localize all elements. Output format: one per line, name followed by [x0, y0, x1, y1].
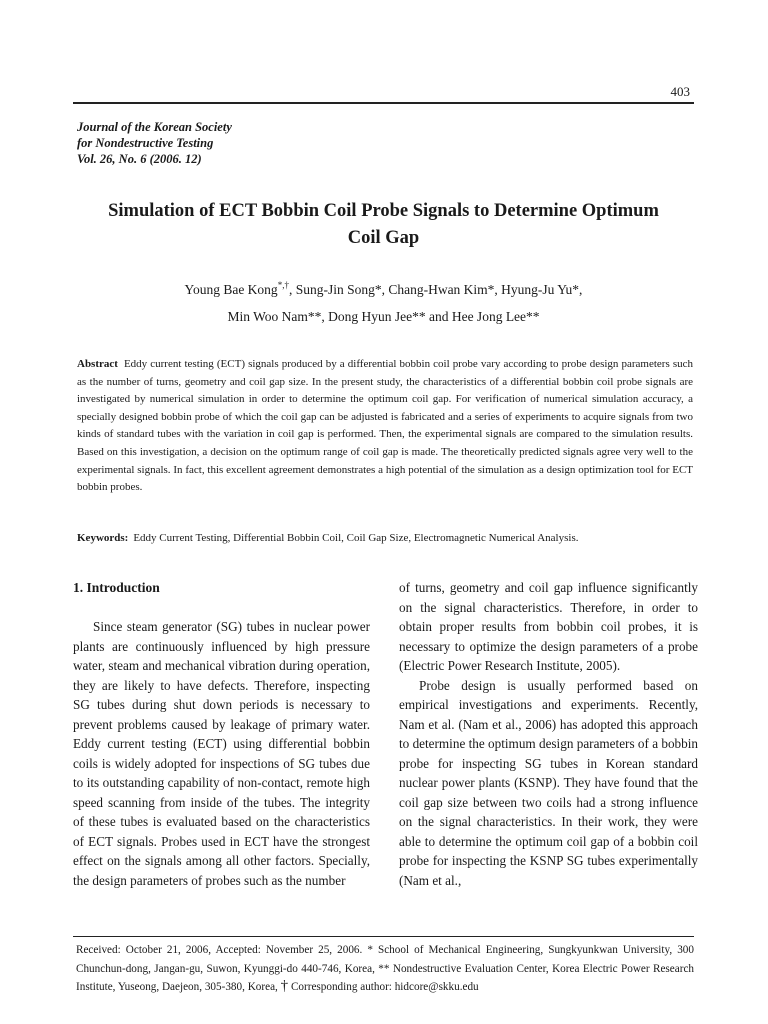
footnote-rule [73, 936, 694, 937]
corresponding-author: Corresponding author: hidcore@skku.edu [290, 981, 479, 993]
first-author: Young Bae Kong [184, 282, 278, 297]
title-line-1: Simulation of ECT Bobbin Coil Probe Signals to Determine Optimum [108, 201, 659, 221]
authors-line-1 [73, 276, 694, 303]
title-line-2: Coil Gap [347, 228, 420, 248]
footnote [76, 941, 694, 997]
keywords-text: Eddy Current Testing, Differential Bobbin Coil, Coil Gap Size, Electromagnetic Numerical Analysis. [133, 532, 579, 544]
intro-paragraph-2: Probe design is usually performed based on empirical investigations and experiments. Recently, Nam et al. (Nam et al., 2006) has adopted this approach to determine the optimum design parameters of a bobbin probe for inspecting SG tubes in Korean standard nuclear power plants (KSNP). They have found that the coil gap size between two coils had a strong influence on the signal characteristics. In their work, they were able to determine the optimum coil gap of a bobbin coil probe for inspecting the KSNP SG tubes experimentally (Nam et al., [399, 677, 698, 888]
author-list [73, 276, 694, 330]
paper-title [73, 198, 694, 252]
other-authors: , Sung-Jin Song*, Chang-Hwan Kim*, Hyung-Ju Yu*, [288, 282, 583, 297]
footnote-text: Received: October 21, 2006, Accepted: November 25, 2006. * School of Mechanical Engineering, Sungkyunkwan University, 300 Chunchun-dong, Jangan-gu, Suwon, Kyunggi-do 440-746, Korea, ** Nondestructive Evaluation Center, Korea Electric Power Research Institute, Yuseong, Daejeon, 305-380, Korea, [76, 944, 694, 993]
journal-name-line-2: for Nondestructive Testing [77, 136, 214, 150]
keywords-label: Keywords: [77, 532, 129, 544]
authors-line-2: Min Woo Nam**, Dong Hyun Jee** and Hee Jong Lee** [227, 309, 540, 324]
abstract-text: Eddy current testing (ECT) signals produced by a differential bobbin coil probe vary according to probe design parameters such as the number of turns, geometry and coil gap size. In the present study, the characteristics of a differential bobbin coil probe signals are investigated by numerical simulation in order to determine the optimum coil gap. For verification of numerical simulation accuracy, a specially designed bobbin probe of which the coil gap can be adjusted is fabricated and a series of experiments to acquire signals from two kinds of standard tubes with the variation in coil gap is performed. Then, the experimental signals are compared to the simulation results. Based on this investigation, a decision on the optimum range of coil gap is made. The theoretically predicted signals agree very well to the experimental signals. In fact, this excellent agreement demonstrates a high potential of the simulation as a design optimization tool for ECT bobbin probes. [77, 358, 693, 494]
header-rule [73, 102, 694, 104]
journal-info [77, 119, 232, 167]
journal-name-line-1: Journal of the Korean Society [77, 120, 232, 134]
first-author-mark: *,† [277, 280, 289, 290]
abstract [77, 356, 693, 497]
journal-volume-line: Vol. 26, No. 6 (2006. 12) [77, 152, 202, 166]
right-column [399, 578, 698, 890]
intro-paragraph-continued: of turns, geometry and coil gap influence significantly on the signal characteristics. Therefore, in order to obtain proper results from bobbin coil probes, it is necessary to optimize the design parameters of a probe (Electric Power Research Institute, 2005). [399, 580, 698, 673]
section-heading: 1. Introduction [73, 580, 160, 595]
abstract-label: Abstract [77, 358, 118, 370]
page-number: 403 [670, 84, 690, 99]
keywords [77, 530, 693, 546]
left-column [73, 578, 370, 890]
intro-paragraph-1: Since steam generator (SG) tubes in nuclear power plants are continuously influenced by high pressure water, steam and mechanical vibration during operation, they are likely to have defects. Therefore, inspecting SG tubes during shut down periods is necessary to prevent problems caused by leakage of primary water. Eddy current testing (ECT) using differential bobbin coils is widely adopted for inspections of SG tubes due to its outstanding capability of non-contact, remote high speed scanning from inside of the tubes. The integrity of these tubes is evaluated based on the characteristics of ECT signals. Probes used in ECT have the strongest effect on the signals among all other factors. Specially, the design parameters of probes such as the number [73, 619, 370, 888]
dagger-mark: † [280, 978, 289, 994]
